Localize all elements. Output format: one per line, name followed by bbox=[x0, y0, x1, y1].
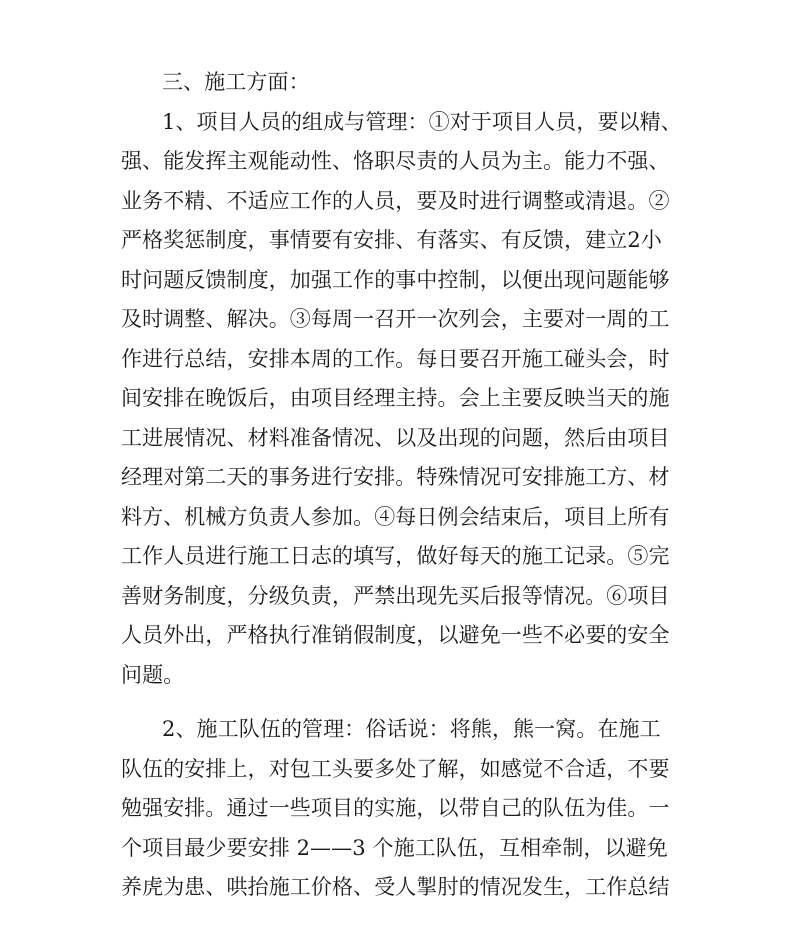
paragraph-line: 个项目最少要安排 2——3 个施工队伍，互相牵制，以避免 bbox=[121, 836, 668, 860]
paragraph-line: 经理对第二天的事务进行安排。特殊情况可安排施工方、材 bbox=[121, 465, 670, 489]
paragraph-line: 人员外出，严格执行准销假制度，以避免一些不必要的安全 bbox=[121, 623, 670, 647]
paragraph-line: 善财务制度，分级负责，严禁出现先买后报等情况。⑥项目 bbox=[121, 584, 670, 608]
paragraph-line: 工作人员进行施工日志的填写，做好每天的施工记录。⑤完 bbox=[121, 544, 670, 568]
paragraph-line: 作进行总结，安排本周的工作。每日要召开施工碰头会，时 bbox=[121, 347, 670, 371]
paragraph-line: 2、施工队伍的管理：俗话说：将熊，熊一窝。在施工 bbox=[162, 717, 661, 741]
paragraph-line: 勉强安排。通过一些项目的实施，以带自己的队伍为佳。一 bbox=[121, 796, 670, 820]
paragraph-line: 队伍的安排上，对包工头要多处了解，如感觉不合适，不要 bbox=[121, 757, 670, 781]
paragraph-line: 业务不精、不适应工作的人员，要及时进行调整或清退。② bbox=[121, 189, 670, 213]
section-heading: 三、施工方面： bbox=[162, 70, 310, 94]
paragraph-line: 料方、机械方负责人参加。④每日例会结束后，项目上所有 bbox=[121, 505, 670, 529]
paragraph-line: 问题。 bbox=[121, 663, 185, 687]
paragraph-line: 严格奖惩制度，事情要有安排、有落实、有反馈，建立2小 bbox=[121, 228, 662, 252]
paragraph-line: 及时调整、解决。③每周一召开一次列会，主要对一周的工 bbox=[121, 307, 670, 331]
paragraph-line: 间安排在晚饭后，由项目经理主持。会上主要反映当天的施 bbox=[121, 386, 670, 410]
paragraph-line: 1、项目人员的组成与管理：①对于项目人员，要以精、 bbox=[162, 110, 682, 134]
paragraph-line: 养虎为患、哄抬施工价格、受人掣肘的情况发生，工作总结 bbox=[121, 875, 670, 899]
paragraph-line: 时问题反馈制度，加强工作的事中控制，以便出现问题能够 bbox=[121, 268, 670, 292]
paragraph-line: 工进展情况、材料准备情况、以及出现的问题，然后由项目 bbox=[121, 426, 670, 450]
paragraph-line: 强、能发挥主观能动性、恪职尽责的人员为主。能力不强、 bbox=[121, 149, 670, 173]
